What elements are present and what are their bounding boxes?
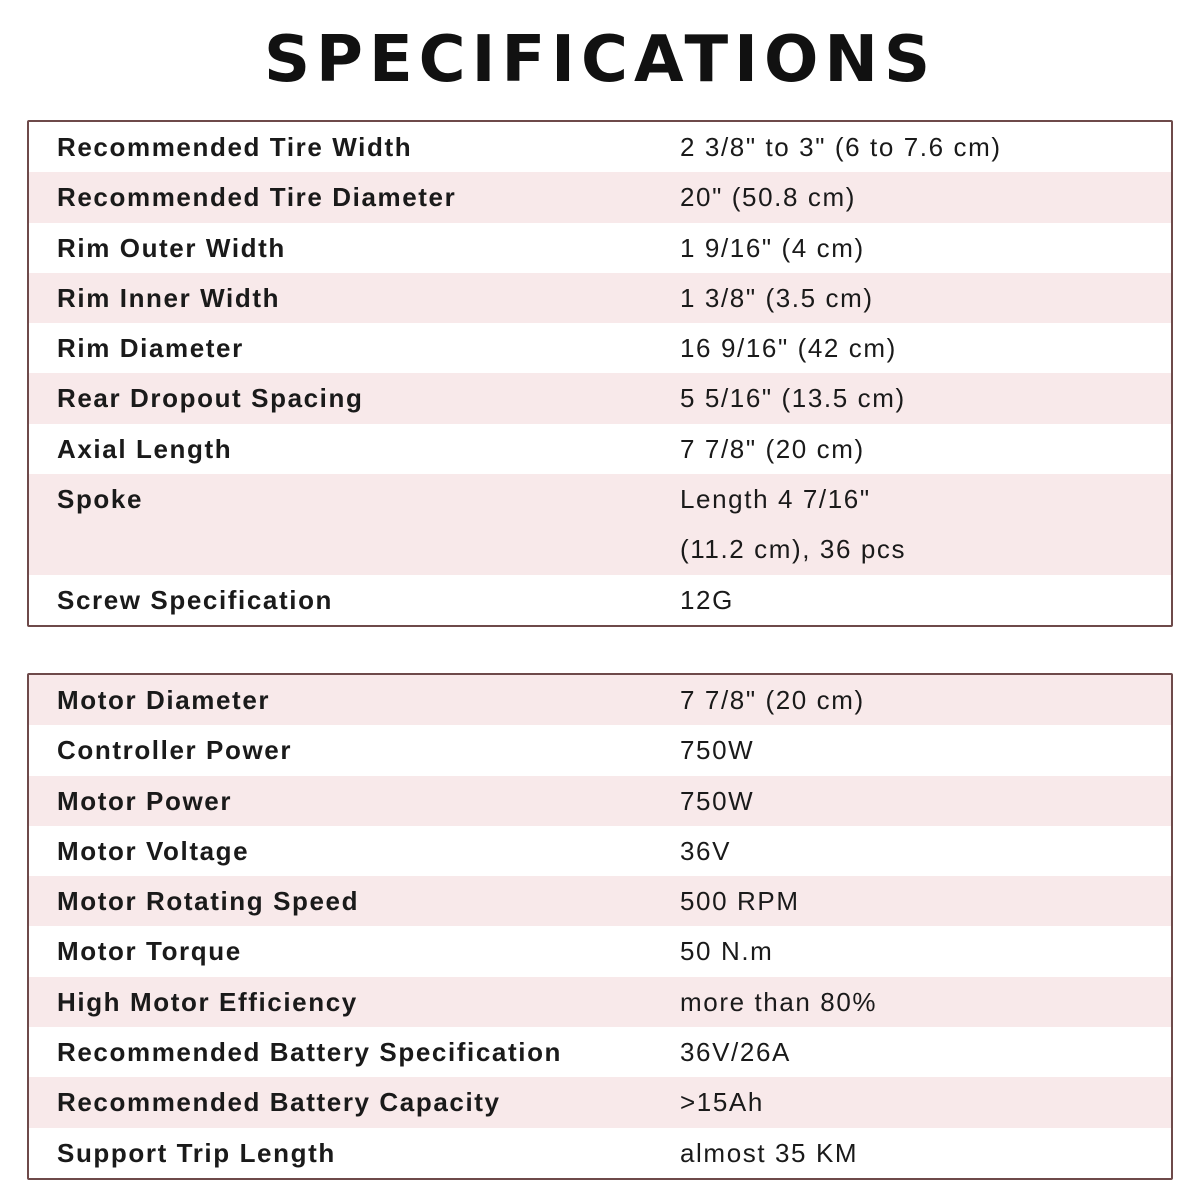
spec-value: 5 5/16" (13.5 cm) bbox=[680, 383, 906, 414]
spec-label: Recommended Tire Diameter bbox=[57, 182, 457, 213]
spec-value: more than 80% bbox=[680, 986, 878, 1017]
spec-value: 750W bbox=[680, 735, 755, 766]
table-row bbox=[29, 1128, 1171, 1178]
spec-value: 16 9/16" (42 cm) bbox=[680, 333, 897, 364]
table-row bbox=[29, 323, 1171, 373]
table-row bbox=[29, 876, 1171, 926]
spec-value: 7 7/8" (20 cm) bbox=[680, 685, 865, 715]
spec-label: Recommended Battery Specification bbox=[57, 1037, 563, 1068]
spec-value: 1 3/8" (3.5 cm) bbox=[680, 282, 874, 313]
table-row bbox=[29, 675, 1171, 725]
table-row bbox=[29, 926, 1171, 976]
spec-value: Length 4 7/16" (11.2 cm), 36 pcs bbox=[680, 484, 907, 565]
spec-value: 750W bbox=[680, 785, 755, 816]
spec-value: 20" (50.8 cm) bbox=[680, 182, 856, 213]
table-row bbox=[29, 776, 1171, 826]
spec-label: High Motor Efficiency bbox=[57, 986, 358, 1017]
spec-value: 36V bbox=[680, 835, 732, 866]
table-row bbox=[29, 424, 1171, 474]
spec-value: 2 3/8" to 3" (6 to 7.6 cm) bbox=[680, 132, 1002, 162]
spec-value: 500 RPM bbox=[680, 886, 800, 917]
spec-label: Rim Inner Width bbox=[57, 282, 281, 313]
spec-label: Rear Dropout Spacing bbox=[57, 383, 364, 414]
spec-label: Motor Voltage bbox=[57, 835, 250, 866]
spec-value: 36V/26A bbox=[680, 1037, 791, 1068]
table-row bbox=[29, 1027, 1171, 1077]
wheel-spec-table bbox=[27, 120, 1173, 627]
table-row bbox=[29, 223, 1171, 273]
table-row bbox=[29, 373, 1171, 423]
table-row bbox=[29, 725, 1171, 775]
spec-label: Motor Power bbox=[57, 785, 233, 816]
table-row bbox=[29, 273, 1171, 323]
spec-label: Motor Torque bbox=[57, 936, 242, 967]
table-row bbox=[29, 1077, 1171, 1127]
spec-value: 12G bbox=[680, 584, 734, 615]
table-row bbox=[29, 122, 1171, 172]
spec-label: Motor Diameter bbox=[57, 685, 271, 715]
page-title: SPECIFICATIONS bbox=[263, 23, 937, 97]
table-row bbox=[29, 977, 1171, 1027]
spec-label: Rim Outer Width bbox=[57, 232, 286, 263]
table-row bbox=[29, 474, 1171, 575]
motor-spec-table bbox=[27, 673, 1173, 1180]
spec-label: Screw Specification bbox=[57, 584, 334, 615]
spec-label: Rim Diameter bbox=[57, 333, 244, 364]
spec-label: Recommended Tire Width bbox=[57, 132, 413, 162]
table-row bbox=[29, 826, 1171, 876]
spec-value: 7 7/8" (20 cm) bbox=[680, 433, 865, 464]
spec-value: 1 9/16" (4 cm) bbox=[680, 232, 865, 263]
spec-label: Spoke bbox=[57, 484, 144, 515]
spec-label: Controller Power bbox=[57, 735, 293, 766]
spec-value: almost 35 KM bbox=[680, 1137, 859, 1168]
spec-label: Motor Rotating Speed bbox=[57, 886, 360, 917]
table-row bbox=[29, 575, 1171, 625]
spec-label: Axial Length bbox=[57, 433, 233, 464]
spec-label: Recommended Battery Capacity bbox=[57, 1087, 501, 1118]
table-row bbox=[29, 172, 1171, 222]
spec-value: 50 N.m bbox=[680, 936, 774, 967]
spec-value: >15Ah bbox=[680, 1087, 764, 1118]
spec-label: Support Trip Length bbox=[57, 1137, 336, 1168]
